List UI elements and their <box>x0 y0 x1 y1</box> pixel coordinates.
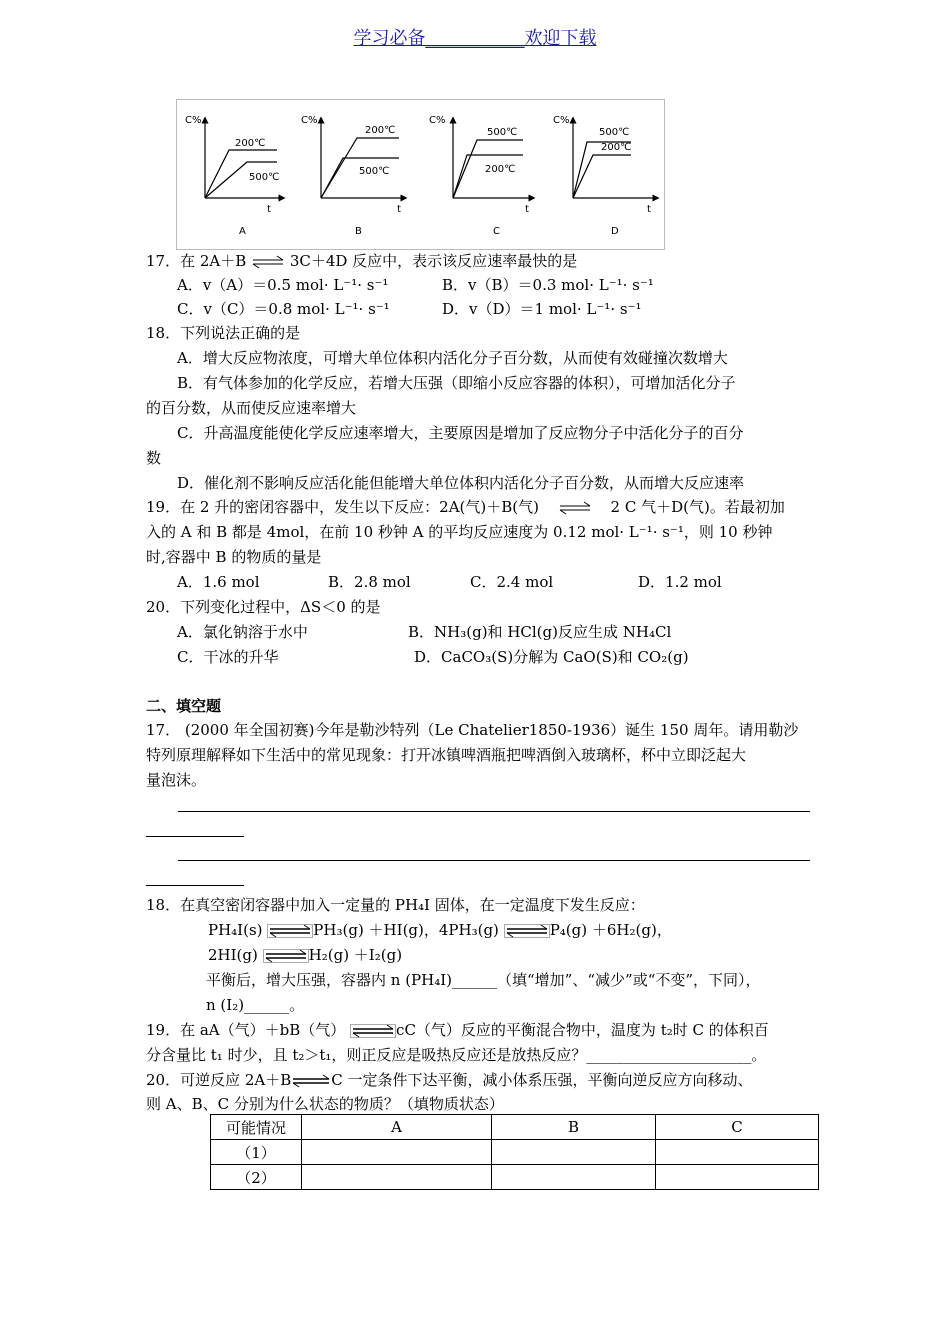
f17-line3: 量泡沫。 <box>146 771 207 789</box>
f18-reaction2: 2HI(g) H₂(g) ＋I₂(g) <box>208 946 403 964</box>
axis-x-label: t <box>267 204 271 215</box>
q18-stem: 18．下列说法正确的是 <box>146 324 301 342</box>
equilibrium-arrow-icon <box>350 1024 396 1038</box>
q17-option-d: D．v（D）＝1 mol· L⁻¹· s⁻¹ <box>442 300 642 318</box>
panel-label-top: 500℃ <box>599 127 630 138</box>
q19-option-c: C．2.4 mol <box>470 573 554 591</box>
q18-option-c-line1: C．升高温度能使化学反应速率增大，主要原因是增加了反应物分子中活化分子的百分 <box>177 424 744 442</box>
f20-line2: 则 A、B、C 分别为什么状态的物质？（填物质状态） <box>146 1095 504 1113</box>
q18-option-a: A．增大反应物浓度，可增大单位体积内活化分子百分数，从而使有效碰撞次数增大 <box>177 349 728 367</box>
table-cell-input[interactable] <box>656 1140 819 1165</box>
q18-option-b-line2: 的百分数，从而使反应速率增大 <box>146 399 357 417</box>
f19-line2: 分含量比 t₁ 时少，且 t₂＞t₁，则正反应是吸热反应还是放热反应？______________________。 <box>146 1046 767 1064</box>
equilibrium-arrow-icon <box>267 924 313 938</box>
answer-line[interactable] <box>146 836 244 837</box>
panel-letter: C <box>493 226 500 237</box>
q20-stem: 20．下列变化过程中，ΔS＜0 的是 <box>146 598 381 616</box>
table-header-row <box>211 1115 819 1140</box>
panel-a <box>185 115 282 237</box>
table-cell-input[interactable] <box>656 1165 819 1190</box>
q19-line3: 时,容器中 B 的物质的量是 <box>146 548 322 566</box>
axis-y-label: C% <box>185 115 202 126</box>
equilibrium-arrow-icon <box>558 501 592 515</box>
axis-y-label: C% <box>553 115 570 126</box>
page-header <box>0 24 950 50</box>
q20-option-d: D．CaCO₃(S)分解为 CaO(S)和 CO₂(g) <box>414 648 689 666</box>
axis-x-label: t <box>397 204 401 215</box>
axis-x-label: t <box>525 204 529 215</box>
q20-option-b: B．NH₃(g)和 HCl(g)反应生成 NH₄Cl <box>408 623 672 641</box>
states-table <box>210 1114 819 1190</box>
table-row <box>211 1165 819 1190</box>
q20-option-c: C．干冰的升华 <box>177 648 279 666</box>
panel-label-bottom: 500℃ <box>359 166 390 177</box>
table-header: C <box>656 1115 819 1140</box>
equilibrium-arrow-icon <box>291 1074 331 1088</box>
q18-option-c-line2: 数 <box>146 449 162 467</box>
answer-line[interactable] <box>178 860 810 861</box>
table-cell-input[interactable] <box>492 1165 656 1190</box>
section-title: 二、填空题 <box>146 697 222 715</box>
q19-option-d: D．1.2 mol <box>638 573 722 591</box>
table-header: A <box>302 1115 492 1140</box>
rate-figure <box>176 99 665 250</box>
f18-line1: 18．在真空密闭容器中加入一定量的 PH₄I 固体，在一定温度下发生反应： <box>146 896 645 914</box>
f18-line4: 平衡后，增大压强，容器内 n (PH₄I)______（填“增加”、“减少”或“不变”，下同）， <box>206 971 761 989</box>
table-header: 可能情况 <box>211 1115 302 1140</box>
equilibrium-arrow-icon <box>504 924 550 938</box>
table-cell-input[interactable] <box>302 1165 492 1190</box>
f17-line1: 17． (2000 年全国初赛)今年是勒沙特列（Le Chatelier1850-1936）诞生 150 周年。请用勒沙 <box>146 721 799 739</box>
f19-line1: 19．在 aA（气）＋bB（气） cC（气）反应的平衡混合物中，温度为 t₂时 C 的体积百 <box>146 1021 769 1039</box>
panel-letter: B <box>355 226 362 237</box>
q19-option-b: B．2.8 mol <box>328 573 411 591</box>
header-right: 欢迎下载 <box>524 28 597 49</box>
axis-y-label: C% <box>429 115 446 126</box>
f18-reaction1: PH₄I(s) PH₃(g) ＋HI(g)，4PH₃(g) P₄(g) ＋6H₂(g)， <box>208 921 672 939</box>
q17-option-b: B．v（B）＝0.3 mol· L⁻¹· s⁻¹ <box>442 276 654 294</box>
panel-b <box>301 115 404 237</box>
answer-line[interactable] <box>178 811 810 812</box>
equilibrium-arrow-icon <box>251 255 285 269</box>
header-left: 学习必备 <box>353 28 426 49</box>
f18-line5: n (I₂)______。 <box>206 996 305 1014</box>
axis-y-label: C% <box>301 115 318 126</box>
q19-line2: 入的 A 和 B 都是 4mol，在前 10 秒钟 A 的平均反应速度为 0.12 mol· L⁻¹· s⁻¹，则 10 秒钟 <box>146 523 773 541</box>
q17-option-c: C．v（C）＝0.8 mol· L⁻¹· s⁻¹ <box>177 300 390 318</box>
q17-option-a: A．v（A）＝0.5 mol· L⁻¹· s⁻¹ <box>177 276 389 294</box>
table-cell: （1） <box>211 1140 302 1165</box>
q19-option-a: A．1.6 mol <box>177 573 260 591</box>
table-cell: （2） <box>211 1165 302 1190</box>
table-cell-input[interactable] <box>492 1140 656 1165</box>
answer-line[interactable] <box>146 885 244 886</box>
panel-label-top: 500℃ <box>487 127 518 138</box>
header-gap: ___________ <box>425 28 525 49</box>
f17-line2: 特列原理解释如下生活中的常见现象：打开冰镇啤酒瓶把啤酒倒入玻璃杯，杯中立即泛起大 <box>146 746 747 764</box>
table-cell-input[interactable] <box>302 1140 492 1165</box>
q20-option-a: A．氯化钠溶于水中 <box>177 623 308 641</box>
panel-letter: D <box>611 226 619 237</box>
q19-line1: 19．在 2 升的密闭容器中，发生以下反应：2A(气)＋B(气) 2 C 气＋D(气)。若最初加 <box>146 498 785 516</box>
table-row <box>211 1140 819 1165</box>
panel-label-top: 200℃ <box>365 125 396 136</box>
q18-option-b-line1: B．有气体参加的化学反应，若增大压强（即缩小反应容器的体积），可增加活化分子 <box>177 374 736 392</box>
equilibrium-arrow-icon <box>263 949 309 963</box>
panel-label-top: 200℃ <box>235 138 266 149</box>
q17-stem: 17．在 2A＋B 3C＋4D 反应中，表示该反应速率最快的是 <box>146 252 578 270</box>
panel-c <box>429 115 532 237</box>
q18-option-d: D．催化剂不影响反应活化能但能增大单位体积内活化分子百分数，从而增大反应速率 <box>177 474 745 492</box>
panel-d <box>553 115 656 237</box>
panel-label-bottom: 200℃ <box>601 142 632 153</box>
panel-letter: A <box>239 226 246 237</box>
table-header: B <box>492 1115 656 1140</box>
panel-label-bottom: 500℃ <box>249 172 280 183</box>
axis-x-label: t <box>647 204 651 215</box>
f20-line1: 20．可逆反应 2A＋B C 一定条件下达平衡，减小体系压强，平衡向逆反应方向移动、 <box>146 1071 753 1089</box>
panel-label-bottom: 200℃ <box>485 164 516 175</box>
